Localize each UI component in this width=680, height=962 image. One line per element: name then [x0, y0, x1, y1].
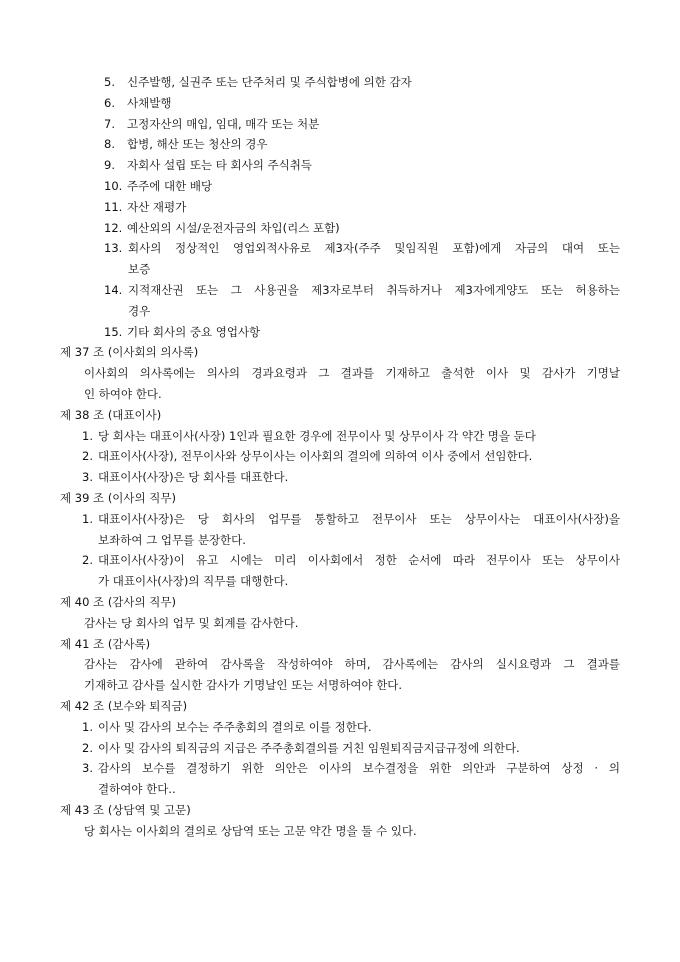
item-text: 합병, 해산 또는 청산의 경우	[127, 137, 268, 152]
article-paragraph: 이사회의 의사록에는 의사의 경과요령과 그 결과를 기재하고 출석한 이사 및 감사가 기명날	[84, 366, 620, 381]
item-text: 자회사 설립 또는 타 회사의 주식취득	[127, 158, 312, 173]
list-item	[0, 218, 680, 239]
item-text: 대표이사(사장)은 당 회사를 대표한다.	[98, 470, 289, 485]
article-heading: 제 38 조 (대표이사)	[60, 407, 162, 422]
list-item	[0, 426, 680, 447]
item-number: 10.	[104, 178, 123, 193]
article-heading: 제 37 조 (이사회의 의사록)	[60, 345, 199, 360]
list-item	[0, 176, 680, 197]
item-number: 1.	[82, 719, 93, 734]
article-paragraph-continuation: 기재하고 감사를 실시한 감사가 기명날인 또는 서명하여야 한다.	[84, 678, 403, 693]
list-item-continuation	[0, 301, 680, 322]
article-heading: 제 42 조 (보수와 퇴직금)	[60, 698, 188, 713]
list-item	[0, 322, 680, 343]
article-heading: 제 43 조 (상담역 및 고문)	[60, 802, 191, 817]
item-text: 고정자산의 매입, 임대, 매각 또는 처분	[127, 116, 320, 131]
item-text-continuation: 경우	[128, 303, 151, 318]
list-item	[0, 134, 680, 155]
list-item	[0, 738, 680, 759]
item-text: 주주에 대한 배당	[127, 178, 213, 193]
item-number: 13.	[104, 241, 123, 256]
item-text-continuation: 가 대표이사(사장)의 직무를 대행한다.	[98, 574, 289, 589]
list-item	[0, 155, 680, 176]
item-text-continuation: 결하여야 한다..	[98, 782, 176, 797]
item-text: 대표이사(사장)은 당 회사의 업무를 통할하고 전무이사 또는 상무이사는 대표이사(사장)을	[98, 511, 620, 526]
article-heading: 제 39 조 (이사의 직무)	[60, 490, 176, 505]
item-text: 지적재산권 또는 그 사용권을 제3자로부터 취득하거나 제3자에게양도 또는 허용하는	[128, 282, 620, 297]
item-number: 15.	[104, 324, 123, 339]
list-item	[0, 446, 680, 467]
item-text: 신주발행, 실권주 또는 단주처리 및 주식합병에 의한 감자	[127, 75, 412, 89]
item-number: 7.	[104, 116, 115, 131]
list-item	[0, 758, 680, 779]
article-heading: 제 40 조 (감사의 직무)	[60, 594, 176, 609]
list-item	[0, 280, 680, 301]
list-item-continuation	[0, 259, 680, 280]
item-text: 이사 및 감사의 퇴직금의 지급은 주주총회결의를 거친 임원퇴직금지급규정에 의한다.	[98, 740, 520, 755]
list-item	[0, 197, 680, 218]
list-item	[0, 550, 680, 571]
list-item	[0, 717, 680, 738]
list-item-continuation	[0, 530, 680, 551]
item-number: 6.	[104, 95, 115, 110]
item-text: 감사의 보수를 결정하기 위한 의안은 이사의 보수결정을 위한 의안과 구분하여 상정 · 의	[98, 761, 620, 776]
item-text: 예산외의 시설/운전자금의 차입(리스 포함)	[127, 220, 340, 235]
item-number: 2.	[82, 740, 93, 755]
article-paragraph: 당 회사는 이사회의 결의로 상담역 또는 고문 약간 명을 둘 수 있다.	[84, 823, 417, 838]
item-number: 5.	[104, 75, 115, 89]
item-number: 1.	[82, 428, 93, 443]
item-number: 9.	[104, 158, 115, 173]
list-item-continuation	[0, 779, 680, 800]
item-text: 사채발행	[127, 95, 172, 110]
item-text: 이사 및 감사의 보수는 주주총회의 결의로 이를 정한다.	[98, 719, 372, 734]
item-number: 12.	[104, 220, 123, 235]
item-number: 3.	[82, 470, 93, 485]
list-item	[0, 238, 680, 259]
list-item	[0, 467, 680, 488]
article-paragraph-continuation: 인 하여야 한다.	[84, 386, 162, 401]
list-item	[0, 114, 680, 135]
article-paragraph: 감사는 당 회사의 업무 및 회계를 감사한다.	[84, 615, 299, 630]
item-number: 11.	[104, 199, 123, 214]
item-number: 1.	[82, 511, 93, 526]
item-number: 8.	[104, 137, 115, 152]
item-text: 당 회사는 대표이사(사장) 1인과 필요한 경우에 전무이사 및 상무이사 각 약간 명을 둔다	[98, 428, 536, 443]
list-item	[0, 72, 680, 93]
item-text: 대표이사(사장)이 유고 시에는 미리 이사회에서 정한 순서에 따라 전무이사 또는 상무이사	[98, 553, 620, 568]
item-number: 2.	[82, 553, 93, 568]
item-text: 자산 재평가	[127, 199, 187, 214]
article-paragraph: 감사는 감사에 관하여 감사록을 작성하여야 하며, 감사록에는 감사의 실시요령과 그 결과를	[84, 657, 620, 672]
item-text: 기타 회사의 중요 영업사항	[127, 324, 261, 339]
item-text: 대표이사(사장), 전무이사와 상무이사는 이사회의 결의에 의하여 이사 중에서 선임한다.	[98, 449, 533, 464]
list-item	[0, 93, 680, 114]
item-text: 회사의 정상적인 영업외적사유로 제3자(주주 및임직원 포함)에게 자금의 대여 또는	[128, 241, 620, 256]
item-text-continuation: 보좌하여 그 업무를 분장한다.	[98, 532, 246, 547]
item-number: 2.	[82, 449, 93, 464]
item-number: 3.	[82, 761, 93, 776]
item-number: 14.	[104, 282, 123, 297]
list-item	[0, 509, 680, 530]
article-heading: 제 41 조 (감사록)	[60, 636, 151, 651]
document-page	[0, 72, 680, 841]
item-text-continuation: 보증	[128, 262, 151, 277]
list-item-continuation	[0, 571, 680, 592]
